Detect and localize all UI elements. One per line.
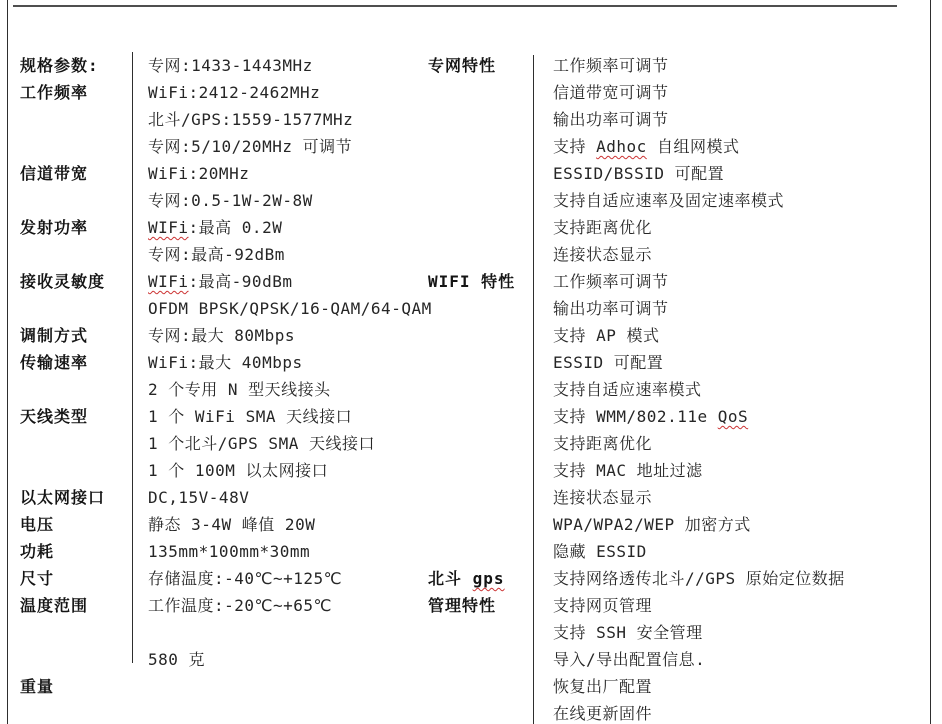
spec-label: 发射功率 — [20, 218, 89, 237]
feature-item: 信道带宽可调节 — [553, 83, 669, 102]
spec-value: 专网:最高-92dBm — [148, 245, 285, 264]
table-border-right — [930, 0, 931, 724]
spec-value: 北斗/GPS:1559-1577MHz — [148, 110, 354, 129]
spec-value: 专网:0.5-1W-2W-8W — [148, 191, 313, 210]
spec-value: 专网:最大 80Mbps — [148, 326, 296, 345]
misspelled-word: Adhoc — [596, 137, 647, 156]
table-border-left — [7, 0, 8, 724]
text-segment: 自组网模式 — [646, 137, 740, 156]
feature-item: 支持自适应速率模式 — [553, 380, 702, 399]
feature-category: 管理特性 — [428, 596, 497, 615]
spec-label: 电压 — [20, 515, 55, 534]
spec-label: 信道带宽 — [20, 164, 89, 183]
spec-value: DC,15V-48V — [148, 488, 250, 507]
spec-value: 专网:5/10/20MHz 可调节 — [148, 137, 353, 156]
spec-value: 135mm*100mm*30mm — [148, 542, 311, 561]
feature-category — [428, 565, 505, 592]
spec-value: 静态 3-4W 峰值 20W — [148, 515, 316, 534]
spec-label: 调制方式 — [20, 326, 89, 345]
spec-label: 天线类型 — [20, 407, 89, 426]
misspelled-word: gps — [472, 569, 505, 588]
feature-item: ESSID/BSSID 可配置 — [553, 164, 725, 183]
spec-value: 580 克 — [148, 650, 206, 669]
feature-item: 支持距离优化 — [553, 434, 653, 453]
feature-item: 支持 AP 模式 — [553, 326, 660, 345]
spec-value: OFDM BPSK/QPSK/16-QAM/64-QAM — [148, 299, 432, 318]
feature-item: 工作频率可调节 — [553, 272, 669, 291]
spec-label: 以太网接口 — [20, 488, 106, 507]
feature-item: 支持网络透传北斗//GPS 原始定位数据 — [553, 569, 845, 588]
feature-item: 连接状态显示 — [553, 245, 653, 264]
feature-item: 支持自适应速率及固定速率模式 — [553, 191, 785, 210]
feature-item: 连接状态显示 — [553, 488, 653, 507]
feature-category: WIFI 特性 — [428, 272, 516, 291]
feature-item: 输出功率可调节 — [553, 110, 669, 129]
spec-label: 工作频率 — [20, 83, 89, 102]
spec-label: 尺寸 — [20, 569, 55, 588]
spec-value — [148, 268, 292, 295]
feature-item: 工作频率可调节 — [553, 56, 669, 75]
spec-value — [148, 214, 282, 241]
table-divider-labels-values — [132, 52, 133, 663]
feature-category: 专网特性 — [428, 56, 497, 75]
feature-item: 支持 SSH 安全管理 — [553, 623, 703, 642]
spec-value: 专网:1433-1443MHz — [148, 56, 313, 75]
text-segment: 支持 WMM/802.11e — [553, 407, 718, 426]
text-segment: 北斗 — [428, 569, 473, 588]
spec-value: 存储温度:-40℃~+125℃ — [148, 569, 343, 588]
feature-item: WPA/WPA2/WEP 加密方式 — [553, 515, 751, 534]
spec-label: 温度范围 — [20, 596, 89, 615]
spec-value: 1 个 100M 以太网接口 — [148, 461, 329, 480]
misspelled-word: WIFi — [148, 218, 189, 237]
feature-item: 支持距离优化 — [553, 218, 653, 237]
spec-value: 2 个专用 N 型天线接头 — [148, 380, 331, 399]
table-top-rule — [13, 5, 897, 7]
table-divider-categories-features — [533, 55, 534, 724]
feature-item: 恢复出厂配置 — [553, 677, 653, 696]
feature-item — [553, 133, 739, 160]
feature-item: 导入/导出配置信息. — [553, 650, 706, 669]
feature-item: 支持网页管理 — [553, 596, 653, 615]
spec-value: WiFi:20MHz — [148, 164, 250, 183]
feature-item: 隐藏 ESSID — [553, 542, 647, 561]
text-segment: :最高 0.2W — [188, 218, 283, 237]
spec-value: 1 个北斗/GPS SMA 天线接口 — [148, 434, 375, 453]
spec-label: 功耗 — [20, 542, 55, 561]
spec-value: 1 个 WiFi SMA 天线接口 — [148, 407, 353, 426]
feature-item: 支持 MAC 地址过滤 — [553, 461, 703, 480]
text-segment: 支持 — [553, 137, 597, 156]
spec-label: 重量 — [20, 677, 55, 696]
feature-item — [553, 403, 748, 430]
spec-value: 工作温度:-20℃~+65℃ — [148, 596, 333, 615]
spec-label: 接收灵敏度 — [20, 272, 106, 291]
misspelled-word: QoS — [717, 407, 749, 426]
spec-value: WiFi:2412-2462MHz — [148, 83, 321, 102]
spec-label: 传输速率 — [20, 353, 89, 372]
feature-item: 在线更新固件 — [553, 704, 653, 723]
spec-value: WiFi:最大 40Mbps — [148, 353, 303, 372]
feature-item: 输出功率可调节 — [553, 299, 669, 318]
misspelled-word: WIFi — [148, 272, 189, 291]
spec-label: 规格参数: — [20, 56, 99, 75]
text-segment: :最高-90dBm — [188, 272, 293, 291]
feature-item: ESSID 可配置 — [553, 353, 664, 372]
